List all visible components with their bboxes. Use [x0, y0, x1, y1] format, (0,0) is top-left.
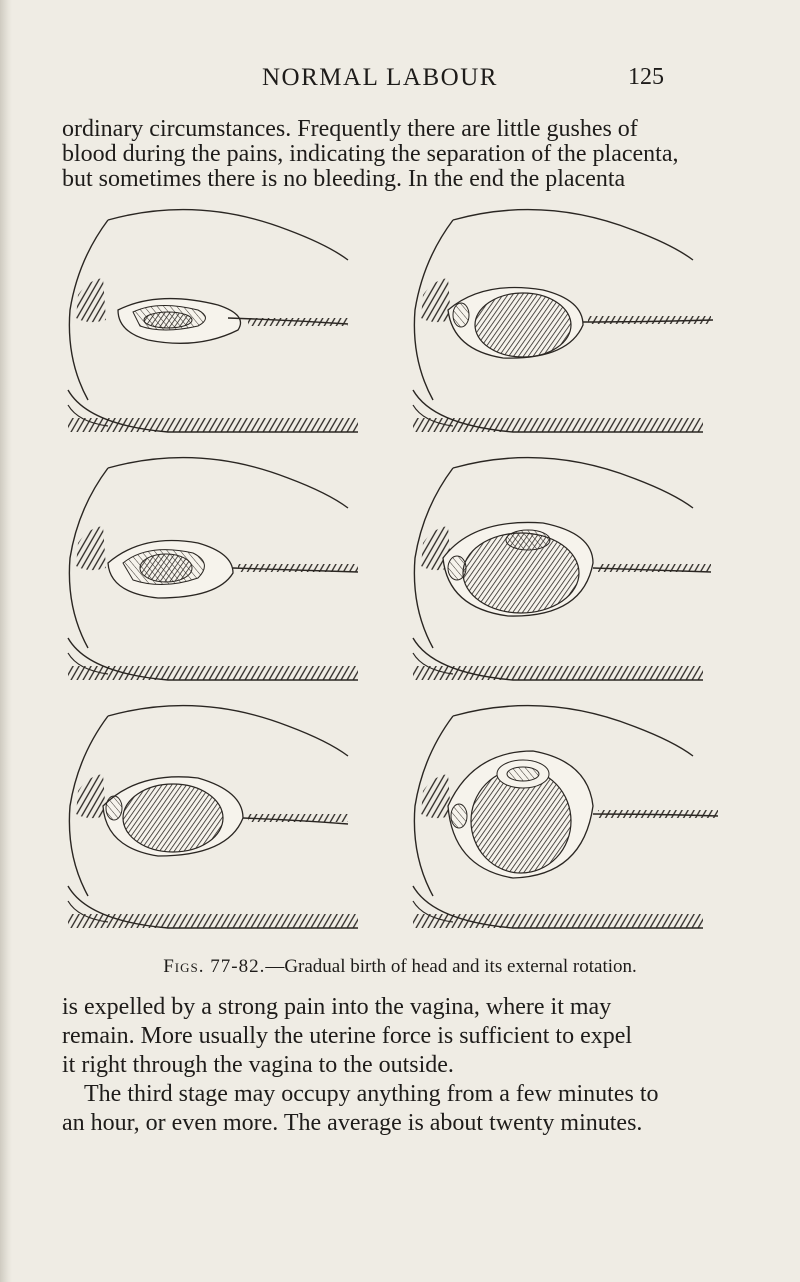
birth-stage-1-illustration	[48, 200, 383, 440]
text-line: it right through the vagina to the outside.	[62, 1052, 454, 1078]
birth-stage-4-illustration	[393, 448, 728, 688]
text-line: blood during the pains, indicating the separation of the placenta,	[62, 141, 679, 167]
text-line: is expelled by a strong pain into the vagina, where it may	[62, 994, 612, 1020]
paragraph-top	[62, 117, 762, 192]
figure-caption-label: Figs. 77-82.	[163, 956, 266, 977]
figure-77-82	[48, 200, 728, 940]
figure-caption-text: —Gradual birth of head and its external rotation.	[265, 956, 637, 977]
birth-stage-5-illustration	[48, 696, 383, 936]
paragraph-bottom	[62, 993, 762, 1138]
birth-stage-6-illustration	[393, 696, 728, 936]
figure-panel-82	[393, 696, 728, 936]
text-line: ordinary circumstances. Frequently there are little gushes of	[62, 116, 638, 142]
figure-panel-81	[48, 696, 383, 936]
birth-stage-2-illustration	[393, 200, 728, 440]
figure-caption	[0, 956, 800, 978]
birth-stage-3-illustration	[48, 448, 383, 688]
figure-panel-80	[393, 448, 728, 688]
page-number: 125	[628, 64, 664, 90]
text-line: an hour, or even more. The average is about twenty minutes.	[62, 1110, 643, 1136]
text-line: The third stage may occupy anything from a few minutes to	[84, 1081, 659, 1107]
text-line: but sometimes there is no bleeding. In the end the placenta	[62, 166, 626, 192]
figure-panel-77	[48, 200, 383, 440]
running-title: NORMAL LABOUR	[262, 64, 498, 91]
running-head	[0, 62, 800, 102]
figure-panel-79	[48, 448, 383, 688]
figure-panel-78	[393, 200, 728, 440]
text-line: remain. More usually the uterine force is sufficient to expel	[62, 1023, 633, 1049]
page-edge-shadow	[0, 0, 12, 1282]
